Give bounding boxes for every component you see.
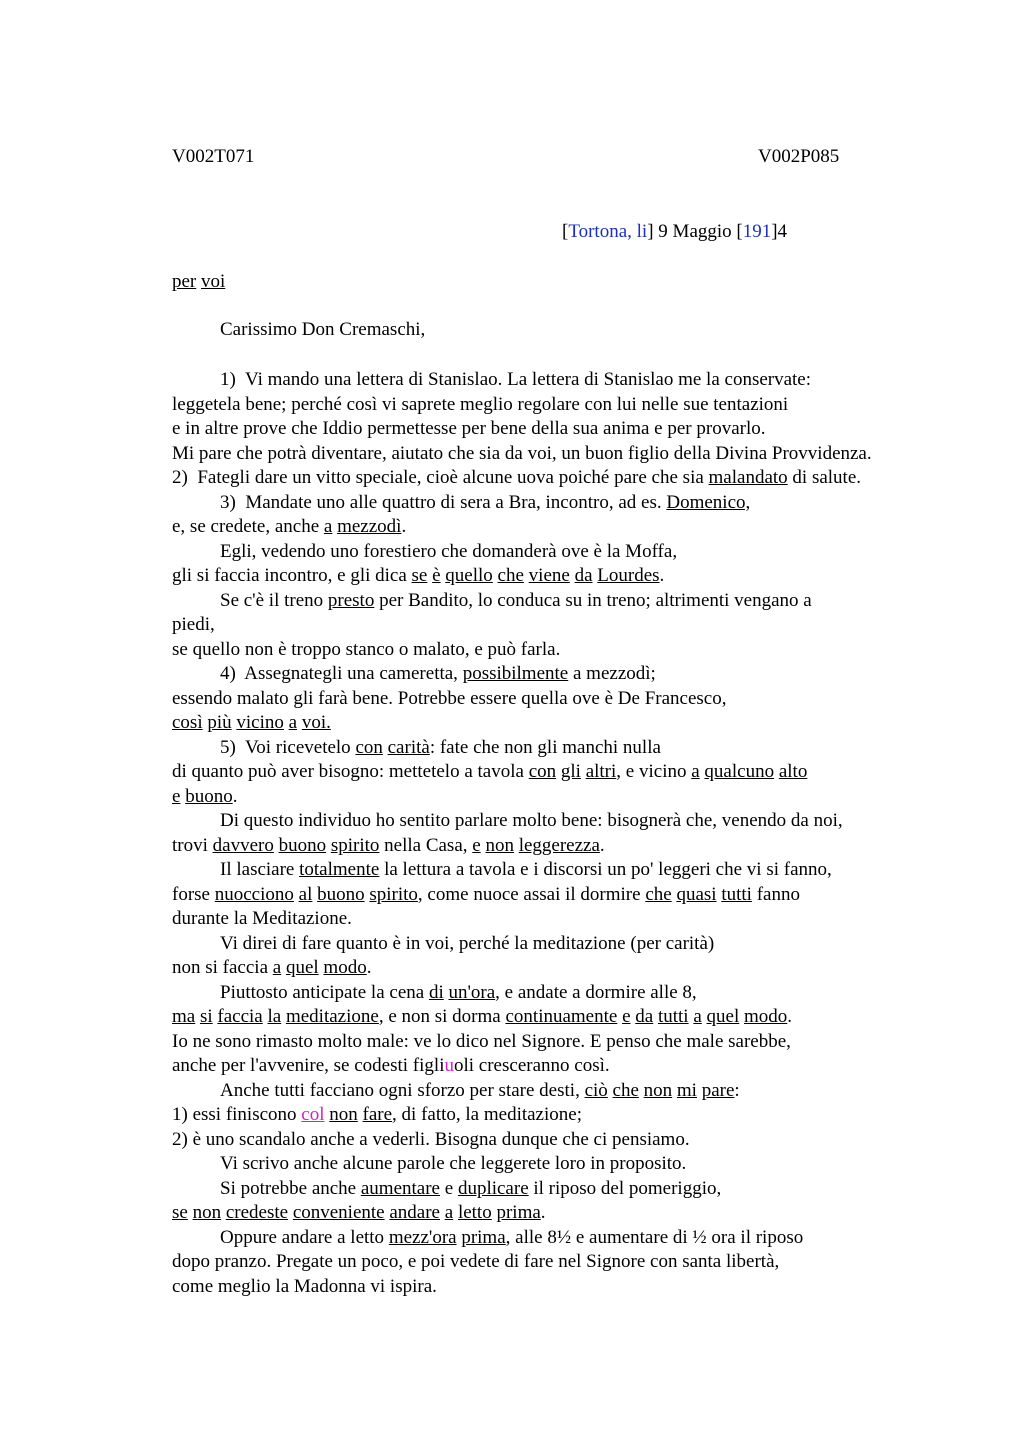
underlined-word: andare (389, 1202, 440, 1223)
text-line (172, 1079, 972, 1104)
underlined-word: quel (706, 1006, 740, 1027)
underlined-word: e (472, 834, 481, 856)
text-segment: nella Casa, (379, 834, 473, 856)
text-line (172, 687, 972, 712)
text-line (172, 564, 972, 589)
text-segment: . (401, 516, 407, 537)
text-segment: 1) essi finiscono (172, 1104, 302, 1125)
underlined-word: che (645, 883, 672, 905)
text-line (172, 466, 972, 491)
text-line (172, 1201, 972, 1226)
text-segment: 3) Mandate uno alle quattro di sera a Bra, incontro, ad es. (220, 491, 667, 513)
text-segment: , e vicino (616, 761, 692, 782)
text-segment: u (444, 1055, 454, 1076)
underlined-word: mezzodì (337, 516, 402, 537)
underlined-word: di (428, 981, 444, 1003)
text-segment: se quello non è troppo stanco o malato, e può farla. (172, 638, 561, 660)
text-segment: per Bandito, lo conduca su in treno; altrimenti vengano a (374, 589, 812, 611)
text-segment: essendo malato gli farà bene. Potrebbe essere quella ove è De Francesco, (172, 687, 727, 709)
underlined-word: meditazione (285, 1006, 379, 1027)
dateline-year-part: 191 (742, 221, 772, 242)
salutation (172, 271, 225, 293)
underlined-word: prima (496, 1202, 541, 1223)
text-segment: Il lasciare (220, 859, 300, 880)
text-segment: anche per l'avvenire, se codesti figli (172, 1055, 445, 1076)
underlined-word: più (207, 712, 232, 733)
underlined-word: buono (317, 883, 365, 905)
text-segment: il riposo del pomeriggio, (528, 1177, 722, 1199)
text-line (172, 907, 972, 932)
underlined-word: non (192, 1202, 222, 1223)
text-segment: Mi pare che potrà diventare, aiutato che sia da voi, un buon figlio della Divina Provvidenza. (172, 442, 872, 464)
text-segment: 1) Vi mando una lettera di Stanislao. La lettera di Stanislao me la conservate: (220, 369, 812, 390)
underlined-word: che (497, 565, 524, 586)
salutation-word: per (172, 271, 197, 292)
text-segment: Vi scrivo anche alcune parole che leggerete loro in proposito. (220, 1153, 687, 1174)
text-line (172, 1128, 972, 1153)
underlined-word: tutti (657, 1006, 689, 1027)
text-segment: e, se credete, anche (172, 516, 324, 537)
underlined-word: a (272, 957, 282, 978)
underlined-word: con (355, 736, 383, 758)
underlined-word: al (298, 883, 313, 905)
text-line (172, 368, 972, 393)
text-segment: trovi (172, 834, 213, 856)
text-segment: Egli, vedendo uno forestiero che domanderà ove è la Moffa, (220, 540, 678, 562)
underlined-word: qualcuno (704, 761, 775, 782)
text-segment: Vi direi di fare quanto è in voi, perché la meditazione (per carità) (220, 932, 715, 954)
underlined-word: ma (172, 1006, 196, 1027)
text-line (172, 1005, 972, 1030)
text-line (172, 393, 972, 418)
text-line (172, 442, 972, 467)
underlined-word: non (485, 834, 514, 856)
text-segment: a mezzodì; (568, 663, 656, 684)
text-segment: . (232, 785, 238, 807)
text-segment: : fate che non gli manchi nulla (429, 736, 661, 758)
underlined-word: fare (362, 1104, 393, 1125)
text-segment: forse (172, 883, 215, 905)
dateline-year-end: ]4 (771, 221, 788, 242)
underlined-word: duplicare (457, 1177, 529, 1199)
text-line (172, 589, 972, 614)
underlined-word: nuocciono (214, 883, 294, 905)
text-segment: . (366, 957, 372, 978)
document-code-right: V002P085 (758, 146, 840, 167)
text-line (172, 1275, 972, 1300)
underlined-word: malandato (708, 467, 788, 488)
underlined-word: quel (285, 957, 319, 978)
text-segment: di quanto può aver bisogno: mettetelo a tavola (172, 761, 529, 782)
text-segment: . (659, 565, 665, 586)
underlined-word: vicino (236, 712, 284, 733)
text-line (172, 1250, 972, 1275)
text-line (172, 1030, 972, 1055)
text-line (172, 760, 972, 785)
dateline-place: Tortona, li (568, 221, 648, 242)
text-segment: durante la Meditazione. (172, 908, 352, 929)
underlined-word: che (612, 1079, 639, 1101)
text-segment: dopo pranzo. Pregate un poco, e poi vedete di fare nel Signore con santa libertà, (172, 1251, 780, 1272)
dateline-bracket: [ (562, 221, 569, 242)
text-line (172, 515, 972, 540)
underlined-word: quello (445, 565, 493, 586)
text-segment: gli si faccia incontro, e gli dica (172, 565, 412, 586)
text-line (172, 491, 972, 516)
underlined-word: modo (323, 957, 367, 978)
underlined-word: con (528, 761, 557, 782)
underlined-word: e (172, 785, 181, 807)
underlined-word: mi (676, 1079, 697, 1101)
underlined-word: alto (778, 761, 808, 782)
text-segment: 4) Assegnategli una cameretta, (220, 663, 463, 684)
text-segment: Io ne sono rimasto molto male: ve lo dico nel Signore. E penso che male sarebbe, (172, 1030, 791, 1052)
text-segment: non si faccia (172, 957, 273, 978)
text-line (172, 809, 972, 834)
dateline (562, 221, 787, 243)
underlined-word: mezz'ora (388, 1226, 457, 1248)
underlined-word: se (172, 1202, 188, 1223)
text-line (172, 956, 972, 981)
underlined-word: credeste (225, 1202, 289, 1223)
underlined-word: a (691, 761, 700, 782)
text-segment: di salute. (787, 467, 862, 488)
text-segment: oli cresceranno così. (453, 1055, 610, 1076)
underlined-word: continuamente (505, 1006, 618, 1027)
text-line (172, 662, 972, 687)
text-line (172, 883, 972, 908)
underlined-word: da (574, 565, 593, 586)
underlined-word: a (323, 516, 333, 537)
underlined-word: spirito (369, 883, 418, 905)
dateline-day-month: ] 9 Maggio [ (647, 221, 743, 242)
text-segment: Anche tutti facciano ogni sforzo per stare desti, (220, 1079, 585, 1101)
text-segment: . (540, 1202, 546, 1223)
underlined-word: Lourdes (597, 565, 660, 586)
underlined-word: buono (278, 834, 327, 856)
underlined-word: tutti (721, 883, 752, 905)
underlined-word: buono (185, 785, 233, 807)
text-segment: Oppure andare a letto (220, 1226, 389, 1248)
text-segment: fanno (751, 883, 800, 905)
text-line (172, 1177, 972, 1202)
underlined-word: col (301, 1104, 325, 1125)
document-code-left: V002T071 (172, 146, 255, 167)
underlined-word: altri (585, 761, 617, 782)
text-segment: . (787, 1006, 793, 1027)
underlined-word: un'ora (448, 981, 496, 1003)
text-segment: 2) è uno scandalo anche a vederli. Bisogna dunque che ci pensiamo. (172, 1128, 690, 1150)
text-line (172, 932, 972, 957)
text-line (172, 1103, 972, 1128)
greeting: Carissimo Don Cremaschi, (220, 319, 426, 340)
text-segment: , alle 8½ e aumentare di ½ ora il riposo (505, 1226, 804, 1248)
text-line (172, 1226, 972, 1251)
underlined-word: aumentare (360, 1177, 440, 1199)
text-segment: . (599, 834, 605, 856)
underlined-word: a (288, 712, 298, 733)
text-line (172, 785, 972, 810)
text-line (172, 834, 972, 859)
text-segment: 5) Voi ricevetelo (220, 736, 356, 758)
underlined-word: faccia (217, 1006, 263, 1027)
text-segment: e in altre prove che Iddio permettesse per bene della sua anima e per provarlo. (172, 418, 766, 439)
salutation-word: voi (201, 271, 226, 292)
text-segment: , e andate a dormire alle 8, (495, 981, 697, 1003)
underlined-word: ciò (584, 1079, 608, 1101)
underlined-word: spirito (330, 834, 380, 856)
underlined-word: presto (327, 589, 375, 611)
text-line (172, 736, 972, 761)
underlined-word: carità (387, 736, 430, 758)
underlined-word: davvero (212, 834, 274, 856)
underlined-word: leggerezza (518, 834, 600, 856)
text-line (172, 1152, 972, 1177)
text-segment: Piuttosto anticipate la cena (220, 981, 429, 1003)
text-line (172, 858, 972, 883)
text-segment: Si potrebbe anche (220, 1177, 361, 1199)
underlined-word: totalmente (299, 859, 380, 880)
underlined-word: conveniente (292, 1202, 385, 1223)
underlined-word: si (199, 1006, 213, 1027)
text-segment: e (440, 1177, 458, 1199)
text-line (172, 613, 972, 638)
text-line (172, 711, 972, 736)
text-segment: Di questo individuo ho sentito parlare molto bene: bisognerà che, venendo da noi, (220, 810, 843, 831)
underlined-word: modo (744, 1006, 788, 1027)
text-segment: , come nuoce assai il dormire (417, 883, 646, 905)
text-line (172, 417, 972, 442)
underlined-word: da (635, 1006, 654, 1027)
underlined-word: a (693, 1006, 702, 1027)
text-segment: come meglio la Madonna vi ispira. (172, 1275, 437, 1297)
underlined-word: a (444, 1202, 454, 1223)
underlined-word: la (267, 1006, 282, 1027)
underlined-word: possibilmente (462, 663, 569, 684)
underlined-word: quasi (676, 883, 717, 905)
underlined-word: pare (701, 1079, 735, 1101)
underlined-word: letto (457, 1202, 492, 1223)
underlined-word: e (622, 1006, 631, 1027)
text-segment: piedi, (172, 614, 215, 635)
text-segment: , e non si dorma (378, 1006, 506, 1027)
underlined-word: voi. (301, 712, 331, 733)
underlined-word: non (329, 1104, 358, 1125)
text-segment: la lettura a tavola e i discorsi un po' leggeri che vi si fanno, (379, 859, 832, 880)
text-segment: leggetela bene; perché così vi saprete meglio regolare con lui nelle sue tentazioni (172, 393, 789, 415)
text-line (172, 540, 972, 565)
text-segment: Se c'è il treno (220, 589, 328, 611)
text-segment: , di fatto, la meditazione; (392, 1104, 582, 1125)
underlined-word: prima (461, 1226, 506, 1248)
underlined-word: è (432, 565, 441, 586)
underlined-word: così (172, 712, 203, 733)
underlined-word: Domenico, (666, 491, 751, 513)
underlined-word: non (643, 1079, 673, 1101)
text-segment: 2) Fategli dare un vitto speciale, cioè alcune uova poiché pare che sia (172, 467, 709, 488)
underlined-word: gli (560, 761, 581, 782)
text-line (172, 981, 972, 1006)
text-segment: : (734, 1079, 740, 1101)
text-line (172, 1054, 972, 1079)
underlined-word: viene (528, 565, 570, 586)
underlined-word: se (411, 565, 428, 586)
letter-body (172, 368, 972, 1299)
text-line (172, 638, 972, 663)
